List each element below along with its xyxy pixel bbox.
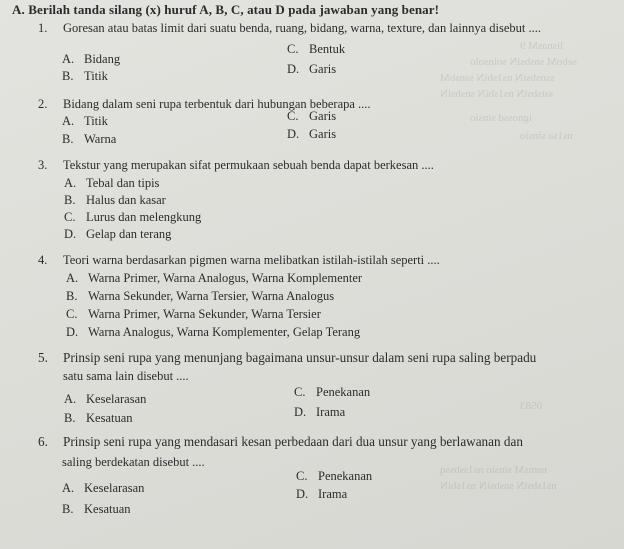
option-text: Warna Primer, Warna Analogus, Warna Komplementer [88, 271, 363, 285]
option-text: Garis [309, 109, 337, 123]
option-2d[interactable] [287, 127, 336, 142]
option-letter: B. [64, 411, 76, 425]
option-letter: B. [62, 132, 74, 146]
option-3a[interactable] [64, 176, 159, 191]
option-text: Keselarasan [86, 392, 147, 406]
option-letter: A. [64, 176, 77, 190]
option-5a[interactable] [64, 392, 146, 407]
option-letter: A. [62, 481, 75, 495]
option-4b[interactable] [66, 289, 334, 304]
show-through-text: ns1sa sinsio [520, 130, 573, 142]
option-letter: B. [62, 502, 74, 516]
option-text: Kesatuan [84, 502, 131, 516]
option-1c[interactable] [287, 42, 345, 57]
option-letter: C. [66, 307, 78, 321]
show-through-text: ns1sbsiN snsbsiN ns1sbiN [440, 480, 557, 492]
option-6c[interactable] [296, 469, 372, 484]
option-letter: B. [62, 69, 74, 83]
option-5d[interactable] [294, 405, 345, 420]
show-through-text: ignossd sinsio [470, 112, 533, 124]
question-text: Prinsip seni rupa yang mendasari kesan perbedaan dari dua unsur yang berlawanan dan [63, 434, 523, 449]
option-text: Keselarasan [84, 481, 145, 495]
question-text: Prinsip seni rupa yang menunjang bagaimana unsur-unsur dalam seni rupa saling berpadu [63, 350, 537, 365]
option-1b[interactable] [62, 69, 108, 84]
question-text: Goresan atau batas limit dari suatu benda, ruang, bidang, warna, texture, dan lainnya disebut .... [63, 21, 541, 35]
section-heading: A. Berilah tanda silang (x) huruf A, B, C, atau D pada jawaban yang benar! [12, 2, 440, 17]
option-letter: A. [66, 271, 79, 285]
option-text: Irama [318, 487, 348, 501]
option-4a[interactable] [66, 271, 362, 286]
question-number: 1. [38, 21, 48, 35]
option-text: Lurus dan melengkung [86, 210, 202, 224]
question-number: 4. [38, 253, 48, 267]
question-number: 3. [38, 158, 48, 172]
option-5b[interactable] [64, 411, 133, 426]
question-text: Bidang dalam seni rupa terbentuk dari hubungan beberapa .... [63, 97, 371, 111]
option-text: Garis [309, 127, 337, 141]
question-4 [38, 253, 440, 268]
option-letter: A. [64, 392, 77, 406]
question-text: Tekstur yang merupakan sifat permukaan sebuah benda dapat berkesan .... [63, 158, 434, 172]
option-letter: D. [287, 62, 300, 76]
question-number: 2. [38, 97, 48, 111]
option-letter: A. [62, 52, 75, 66]
option-text: Warna [84, 132, 117, 146]
option-letter: D. [287, 127, 300, 141]
question-number: 6. [38, 434, 48, 449]
question-number: 5. [38, 350, 48, 365]
option-1d[interactable] [287, 62, 336, 77]
option-2a[interactable] [62, 114, 108, 129]
option-letter: D. [296, 487, 309, 501]
option-letter: C. [287, 109, 299, 123]
option-letter: A. [62, 114, 75, 128]
option-6b[interactable] [62, 502, 131, 517]
show-through-text: lisnasM 9 [520, 40, 564, 52]
question-text: Teori warna berdasarkan pigmen warna melibatkan istilah-istilah seperti .... [63, 253, 440, 267]
option-text: Titik [84, 69, 108, 83]
option-4c[interactable] [66, 307, 321, 322]
question-5 [38, 350, 536, 366]
option-5c[interactable] [294, 385, 370, 400]
show-through-text: nsmsM sinsio ns1ssbssq [440, 464, 547, 476]
option-text: Tebal dan tipis [86, 176, 160, 190]
question-6 [38, 434, 523, 450]
option-letter: C. [287, 42, 299, 56]
option-text: Warna Analogus, Warna Komplementer, Gelap Terang [88, 325, 361, 339]
option-3c[interactable] [64, 210, 201, 225]
option-6a[interactable] [62, 481, 144, 496]
option-letter: C. [294, 385, 306, 399]
option-letter: B. [66, 289, 78, 303]
option-text: Irama [316, 405, 346, 419]
option-text: Gelap dan terang [86, 227, 172, 241]
option-text: Titik [84, 114, 108, 128]
question-1 [38, 21, 541, 36]
question-text-continued: saling berdekatan disebut .... [62, 455, 205, 469]
option-letter: C. [64, 210, 76, 224]
option-text: Penekanan [316, 385, 371, 399]
option-text: Warna Primer, Warna Sekunder, Warna Tersier [88, 307, 321, 321]
option-4d[interactable] [66, 325, 360, 340]
option-3b[interactable] [64, 193, 166, 208]
option-2b[interactable] [62, 132, 116, 147]
option-2c[interactable] [287, 109, 336, 124]
option-letter: B. [64, 193, 76, 207]
option-letter: D. [64, 227, 77, 241]
option-text: Garis [309, 62, 337, 76]
show-through-text: ssnsbsiN ns1sbiN ssnsbM [440, 72, 555, 84]
option-text: Penekanan [318, 469, 373, 483]
option-text: Halus dan kasar [86, 193, 166, 207]
option-3d[interactable] [64, 227, 171, 242]
option-text: Warna Sekunder, Warna Tersier, Warna Analogus [88, 289, 335, 303]
option-1a[interactable] [62, 52, 120, 67]
option-text: Bidang [84, 52, 121, 66]
option-text: Kesatuan [86, 411, 133, 425]
option-letter: C. [296, 469, 308, 483]
show-through-text: 0583 [520, 400, 542, 412]
show-through-text: sstsbsiN ns1sbiN snsbsiN [440, 88, 554, 100]
option-text: Bentuk [309, 42, 346, 56]
question-3 [38, 158, 434, 173]
show-through-text: seboM snsbsiN soinsolo [470, 56, 577, 68]
question-text-continued: satu sama lain disebut .... [63, 369, 189, 383]
option-letter: D. [66, 325, 79, 339]
option-6d[interactable] [296, 487, 347, 502]
option-letter: D. [294, 405, 307, 419]
